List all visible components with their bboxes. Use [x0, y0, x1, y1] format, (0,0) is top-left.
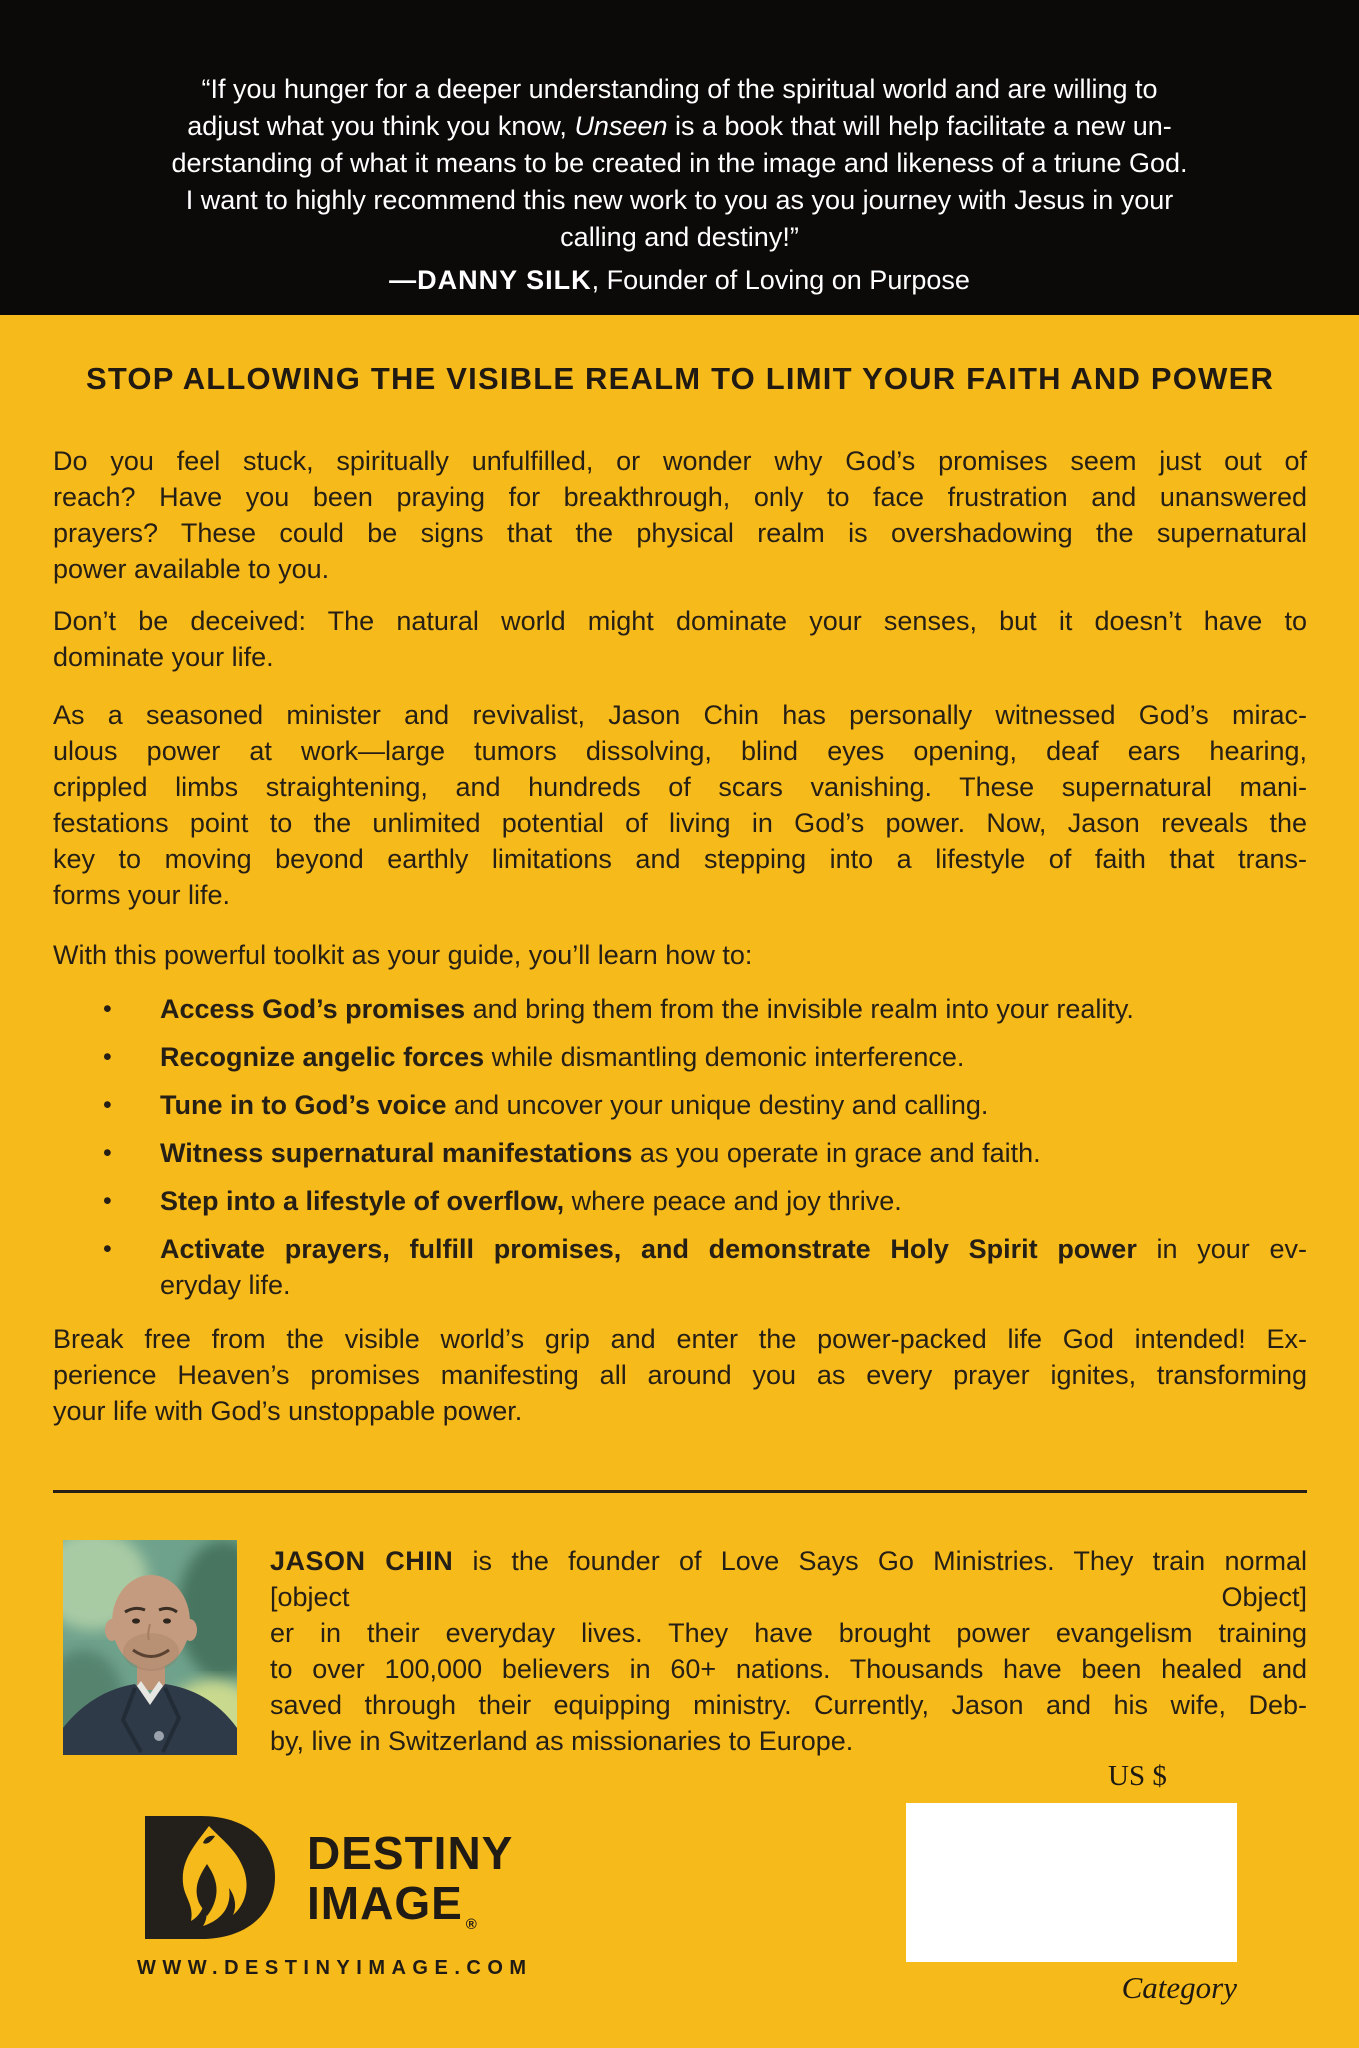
back-cover-copy [53, 360, 1307, 1429]
quote-line: I want to highly recommend this new work to you as you journey with Jesus in your [185, 185, 1174, 215]
publisher-website: WWW.DESTINYIMAGE.COM [137, 1957, 533, 1979]
publisher-wordmark: DESTINY IMAGE $_®$ [307, 1827, 514, 1934]
bullet-icon: • [103, 1043, 112, 1071]
author-bio: JASON CHIN is the founder of Love Says Go Ministries. They train normal [object Object] er in their everyday lives. They have brought power evangelism training to over 100,000 believers in 60+ nations. Thousands have been healed and saved through their equipping ministry. Currently, Jason and his wife, Deb- by, live in Switzerland as missionaries to Europe. [270, 1546, 1307, 1756]
quote-line: adjust what you think you know, Unseen is a book that will help facilitate a new un- [187, 111, 1172, 141]
quote-line: “If you hunger for a deeper understanding of the spiritual world and are willing to [201, 74, 1158, 104]
quote-line: derstanding of what it means to be created in the image and likeness of a triune God. [171, 148, 1188, 178]
destiny-image-logo [137, 1812, 557, 1947]
endorsement-quote [52, 71, 1307, 299]
list-item: • Step into a lifestyle of overflow, where peace and joy thrive. [53, 1183, 1307, 1219]
list-item: • Witness supernatural manifestations as you operate in grace and faith. [53, 1135, 1307, 1171]
bullet-icon: • [103, 1235, 112, 1263]
registered-mark: ® [465, 1916, 477, 1934]
author-photo [63, 1540, 237, 1755]
list-item: • Activate prayers, fulfill promises, and demonstrate Holy Spirit power in your ev- eryday life. [53, 1231, 1307, 1303]
endorser-role: , Founder of Loving on Purpose [591, 265, 970, 295]
paragraph-author-ministry: As a seasoned minister and revivalist, Jason Chin has personally witnessed God’s mirac- ulous power at work—large tumors dissolving, blind eyes opening, deaf ears hearing, crippled limbs straightening, and hundreds of scars vanishing. These supernatural mani- festations point to the unlimited potential of living in God’s power. Now, Jason reveals the key to moving beyond earthly limitations and stepping into a lifestyle of faith that trans- forms your life. [53, 700, 1307, 910]
author-name: JASON CHIN [270, 1546, 454, 1576]
divider-rule [53, 1490, 1307, 1493]
bullet-icon: • [103, 1187, 112, 1215]
bullet-icon: • [103, 1091, 112, 1119]
list-item: • Recognize angelic forces while dismantling demonic interference. [53, 1039, 1307, 1075]
endorser-name: —DANNY SILK [389, 265, 592, 295]
book-title-italic: Unseen [574, 111, 668, 141]
benefit-list [53, 991, 1307, 1303]
endorsement-attribution [52, 262, 1307, 299]
category-label: Category [1121, 1970, 1237, 2005]
bullet-icon: • [103, 995, 112, 1023]
headline: STOP ALLOWING THE VISIBLE REALM TO LIMIT YOUR FAITH AND POWER [85, 361, 1275, 396]
list-item: • Tune in to God’s voice and uncover your unique destiny and calling. [53, 1087, 1307, 1123]
quote-line: calling and destiny!” [560, 222, 799, 252]
list-item: • Access God’s promises and bring them from the invisible realm into your reality. [53, 991, 1307, 1027]
paragraph-hook: Do you feel stuck, spiritually unfulfilled, or wonder why God’s promises seem just out of reach? Have you been praying for breakthrough, only to face frustration and unanswered prayers? These could be signs that the physical realm is overshadowing the supernatural power available to you. [53, 446, 1307, 584]
paragraph-deceived: Don’t be deceived: The natural world might dominate your senses, but it doesn’t have to dominate your life. [53, 606, 1307, 672]
barcode-placeholder [906, 1803, 1237, 1962]
paragraph-closing: Break free from the visible world’s grip and enter the power-packed life God intended! Ex- perience Heaven’s promises manifesting all around you as every prayer ignites, transforming your life with God’s unstoppable power. [53, 1324, 1307, 1426]
bullet-icon: • [103, 1139, 112, 1167]
publisher-d-flame-icon [137, 1812, 278, 1943]
price-label: US $ [1108, 1760, 1167, 1792]
list-intro: With this powerful toolkit as your guide, you’ll learn how to: [53, 940, 753, 970]
